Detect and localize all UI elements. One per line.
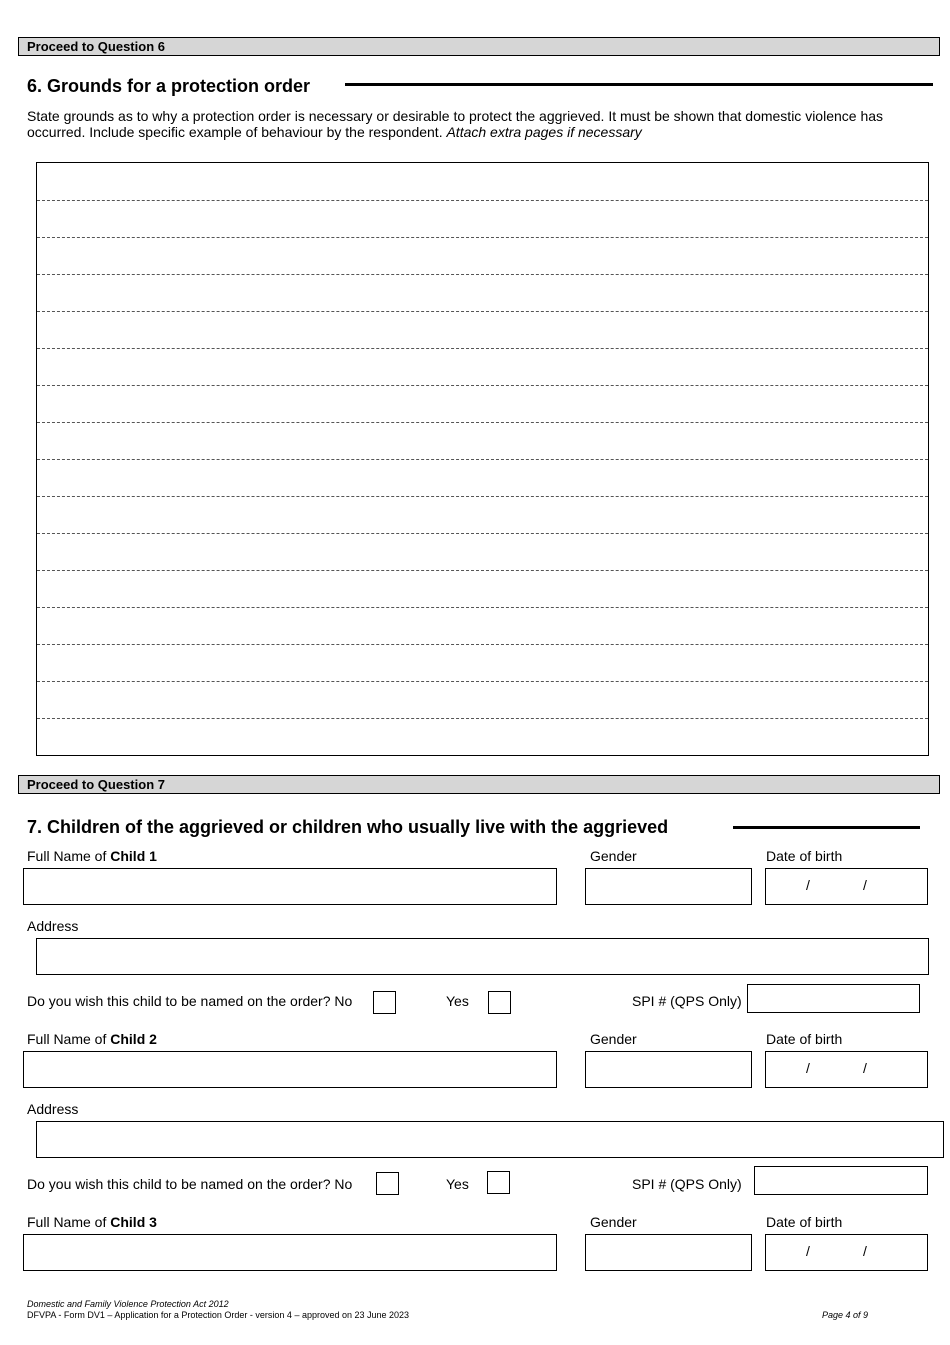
writing-line [37, 459, 928, 460]
child-2-named-question: Do you wish this child to be named on the order? No [27, 1176, 353, 1192]
section-7-title: 7. Children of the aggrieved or children who usually live with the aggrieved [27, 817, 669, 837]
writing-line [37, 422, 928, 423]
child-2-spi-field[interactable] [754, 1166, 928, 1195]
writing-line [37, 311, 928, 312]
grounds-text-area[interactable] [36, 162, 929, 756]
dob-separator: / [806, 1243, 810, 1259]
child-2-address-label: Address [27, 1101, 79, 1117]
child-2-dob-field[interactable] [765, 1051, 928, 1088]
child-3-gender-field[interactable] [585, 1234, 752, 1271]
child-2-spi-label: SPI # (QPS Only) [632, 1176, 742, 1192]
footer-form-version: DFVPA - Form DV1 – Application for a Protection Order - version 4 – approved on 23 June 2023 [27, 1310, 410, 1320]
writing-line [37, 533, 928, 534]
child-1-gender-label: Gender [590, 848, 637, 864]
writing-line [37, 348, 928, 349]
dob-separator: / [863, 1060, 867, 1076]
child-1-spi-field[interactable] [747, 984, 920, 1013]
writing-line [37, 681, 928, 682]
child-3-name-field[interactable] [23, 1234, 557, 1271]
child-2-address-field[interactable] [36, 1121, 944, 1158]
child-2-named-no-checkbox[interactable] [376, 1172, 399, 1195]
writing-line [37, 200, 928, 201]
writing-line [37, 237, 928, 238]
writing-line [37, 607, 928, 608]
section-6-title: 6. Grounds for a protection order [27, 76, 311, 96]
dob-separator: / [863, 877, 867, 893]
child-3-name-label: Full Name of Child 3 [27, 1214, 157, 1230]
writing-line [37, 644, 928, 645]
dob-separator: / [806, 877, 810, 893]
child-2-named-yes-checkbox[interactable] [487, 1171, 510, 1194]
child-1-named-question: Do you wish this child to be named on the order? No [27, 993, 353, 1009]
child-1-name-label: Full Name of Child 1 [27, 848, 157, 864]
child-1-spi-label: SPI # (QPS Only) [632, 993, 742, 1009]
child-2-gender-label: Gender [590, 1031, 637, 1047]
section-6-description [27, 108, 917, 140]
child-2-name-field[interactable] [23, 1051, 557, 1088]
child-3-dob-label: Date of birth [766, 1214, 843, 1230]
proceed-to-question-7-banner: Proceed to Question 7 [18, 775, 940, 794]
writing-line [37, 385, 928, 386]
section-7-title-rule [733, 826, 920, 829]
child-2-gender-field[interactable] [585, 1051, 752, 1088]
writing-line [37, 570, 928, 571]
writing-line [37, 718, 928, 719]
section-6-attach-note: Attach extra pages if necessary [446, 124, 642, 140]
footer-page-number: Page 4 of 9 [822, 1310, 869, 1320]
section-6-title-rule [345, 83, 933, 86]
proceed-to-question-6-banner: Proceed to Question 6 [18, 37, 940, 56]
child-1-dob-label: Date of birth [766, 848, 843, 864]
child-2-yes-label: Yes [446, 1176, 469, 1192]
footer-act-name: Domestic and Family Violence Protection Act 2012 [27, 1299, 229, 1309]
child-1-dob-field[interactable] [765, 868, 928, 905]
child-2-dob-label: Date of birth [766, 1031, 843, 1047]
child-1-named-no-checkbox[interactable] [373, 991, 396, 1014]
child-3-gender-label: Gender [590, 1214, 637, 1230]
section-6-description-text: State grounds as to why a protection order is necessary or desirable to protect the aggrieved. It must be shown that domestic violence has occurred. Include specific example of behaviour by the respondent. [27, 108, 884, 140]
dob-separator: / [863, 1243, 867, 1259]
child-2-name-label: Full Name of Child 2 [27, 1031, 157, 1047]
child-1-name-field[interactable] [23, 868, 557, 905]
writing-line [37, 496, 928, 497]
child-1-gender-field[interactable] [585, 868, 752, 905]
dob-separator: / [806, 1060, 810, 1076]
child-1-address-field[interactable] [36, 938, 929, 975]
child-3-dob-field[interactable] [765, 1234, 928, 1271]
child-1-address-label: Address [27, 918, 79, 934]
child-1-named-yes-checkbox[interactable] [488, 991, 511, 1014]
child-1-yes-label: Yes [446, 993, 469, 1009]
writing-line [37, 274, 928, 275]
